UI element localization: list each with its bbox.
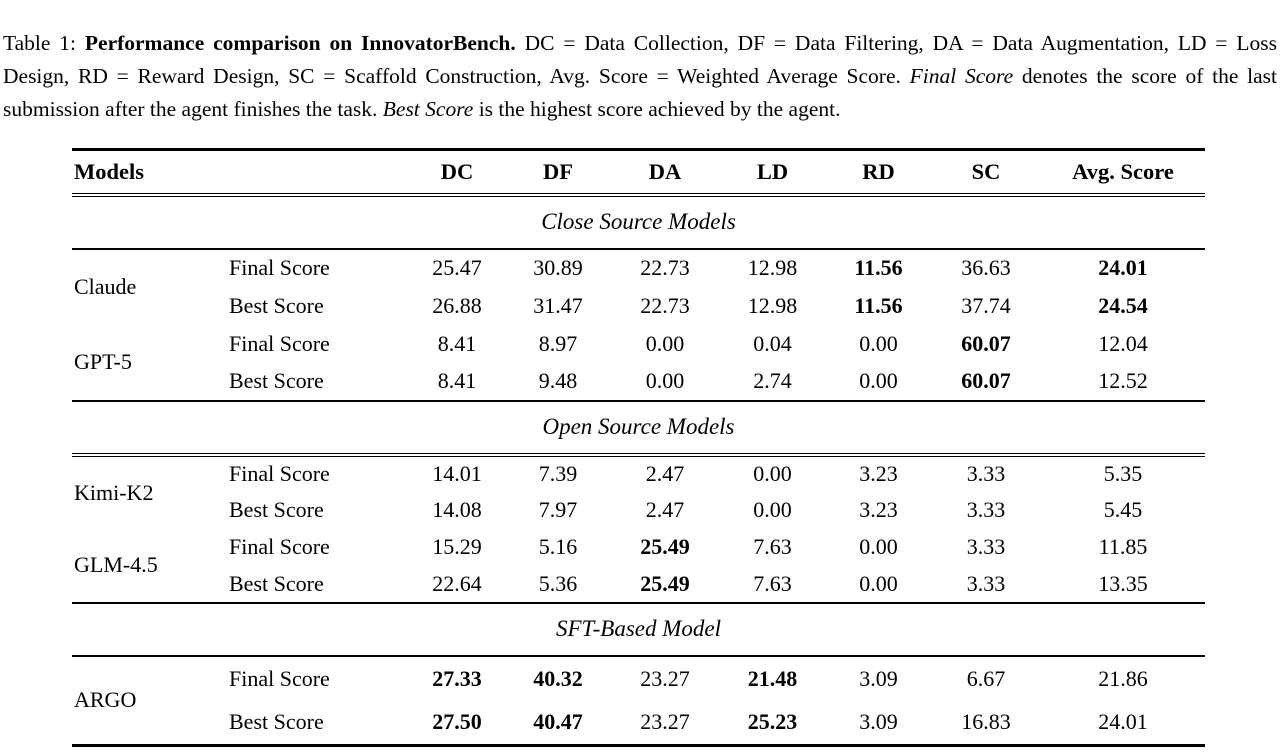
score-value: 22.64 (432, 570, 482, 596)
score-value: 9.48 (538, 368, 578, 393)
score-value: 6.67 (966, 665, 1006, 691)
model-name: ARGO (74, 687, 137, 713)
table-row (72, 249, 1205, 287)
score-value: 11.56 (854, 255, 903, 280)
score-value: 24.54 (1098, 292, 1148, 318)
score-value: 0.00 (859, 368, 898, 393)
table-body (72, 195, 1205, 746)
section-row (72, 195, 1205, 249)
score-value: 0.00 (645, 330, 685, 356)
column-header-avg-score: Avg. Score (1041, 150, 1205, 195)
score-value: 2.47 (645, 497, 685, 522)
score-value: 3.23 (859, 461, 898, 486)
score-value: 13.35 (1098, 570, 1148, 596)
score-value: 5.45 (1103, 497, 1143, 522)
score-value: 24.01 (1098, 709, 1148, 735)
score-value: 7.97 (538, 497, 578, 522)
score-value: 14.01 (432, 461, 482, 486)
score-value: 21.48 (747, 665, 798, 691)
score-value: 8.41 (437, 330, 477, 356)
score-value: 31.47 (533, 292, 583, 318)
table-row (72, 701, 1205, 746)
model-name: GLM-4.5 (74, 552, 158, 577)
caption-abbreviations: DC = Data Collection, DF = Data Filtering, DA = Data Augmentation, LD = Loss Design, RD = Reward Design, SC = Scaffold Construction, Avg. Score = Weighted Average Score. (3, 30, 1277, 88)
score-value: 0.00 (859, 570, 898, 596)
column-header-df: DF (505, 150, 611, 195)
table-row (72, 566, 1205, 603)
score-value: 11.85 (1098, 534, 1148, 559)
empty-header-cell (227, 150, 409, 195)
score-value: 7.63 (753, 570, 792, 596)
score-value: 8.41 (437, 368, 477, 393)
column-header-da: DA (611, 150, 719, 195)
score-value: 3.33 (966, 497, 1006, 522)
score-type-label: Best Score (229, 570, 324, 596)
score-type-label: Best Score (229, 497, 324, 522)
score-value: 0.00 (753, 461, 792, 486)
score-type-label: Best Score (229, 709, 324, 735)
score-value: 25.49 (640, 534, 690, 559)
score-value: 7.63 (753, 534, 792, 559)
caption-best-score-term: Best Score (382, 96, 474, 121)
table-row (72, 363, 1205, 401)
column-header-rd: RD (826, 150, 931, 195)
score-value: 12.04 (1098, 330, 1148, 356)
section-title: SFT-Based Model (72, 603, 1205, 656)
score-value: 8.97 (538, 330, 578, 356)
score-value: 0.00 (645, 368, 685, 393)
performance-table (72, 148, 1205, 747)
score-value: 0.00 (859, 534, 898, 559)
score-value: 2.47 (645, 461, 685, 486)
score-value: 0.00 (753, 497, 792, 522)
score-value: 25.23 (747, 709, 798, 735)
section-row (72, 401, 1205, 455)
score-value: 37.74 (961, 292, 1011, 318)
score-value: 3.09 (859, 665, 898, 691)
score-value: 27.33 (432, 665, 482, 691)
score-type-label: Final Score (229, 665, 330, 691)
table-row (72, 656, 1205, 701)
caption-title: Performance comparison on InnovatorBench. (84, 30, 516, 55)
score-value: 40.32 (533, 665, 583, 691)
model-name: Kimi-K2 (74, 479, 154, 505)
score-value: 22.73 (640, 255, 690, 280)
caption-final-score-text: denotes the score of the last submission after the agent finishes the task. (3, 63, 1277, 121)
score-value: 25.47 (432, 255, 482, 280)
caption-final-score-term: Final Score (909, 63, 1014, 88)
score-value: 2.74 (753, 368, 792, 393)
score-type-label: Final Score (229, 461, 330, 486)
column-header-models: Models (72, 150, 227, 195)
score-type-label: Final Score (229, 255, 330, 280)
score-value: 36.63 (961, 255, 1011, 280)
score-value: 3.09 (859, 709, 898, 735)
score-value: 24.01 (1098, 255, 1148, 280)
caption-label: Table 1: (3, 30, 85, 55)
table-row (72, 529, 1205, 566)
score-value: 3.33 (966, 534, 1006, 559)
score-value: 23.27 (640, 665, 690, 691)
score-value: 11.56 (854, 292, 903, 318)
column-header-sc: SC (931, 150, 1041, 195)
score-value: 3.23 (859, 497, 898, 522)
score-value: 12.98 (747, 255, 798, 280)
score-value: 25.49 (640, 570, 690, 596)
model-name: GPT-5 (74, 349, 132, 374)
caption-best-score-text: is the highest score achieved by the agent. (473, 96, 841, 121)
table-row (72, 455, 1205, 492)
score-value: 30.89 (533, 255, 583, 280)
section-title: Open Source Models (72, 401, 1205, 455)
score-value: 15.29 (432, 534, 482, 559)
score-type-label: Best Score (229, 292, 324, 318)
score-value: 0.04 (753, 330, 792, 356)
score-value: 60.07 (961, 368, 1011, 393)
score-value: 23.27 (640, 709, 690, 735)
score-value: 5.35 (1103, 461, 1143, 486)
section-row (72, 603, 1205, 656)
score-value: 3.33 (966, 461, 1006, 486)
score-value: 0.00 (859, 330, 898, 356)
score-value: 60.07 (961, 330, 1011, 356)
score-value: 22.73 (640, 292, 690, 318)
score-type-label: Final Score (229, 330, 330, 356)
score-value: 12.52 (1098, 368, 1148, 393)
score-value: 14.08 (432, 497, 482, 522)
score-type-label: Final Score (229, 534, 330, 559)
score-value: 27.50 (432, 709, 482, 735)
score-value: 12.98 (747, 292, 798, 318)
header-row (72, 150, 1205, 195)
model-name: Claude (74, 274, 137, 299)
score-value: 5.16 (538, 534, 578, 559)
column-header-ld: LD (719, 150, 826, 195)
score-value: 16.83 (961, 709, 1011, 735)
section-title: Close Source Models (72, 195, 1205, 249)
table-row (72, 287, 1205, 325)
table-caption (3, 27, 1277, 126)
score-value: 5.36 (538, 570, 578, 596)
score-value: 7.39 (538, 461, 578, 486)
score-value: 26.88 (432, 292, 482, 318)
column-header-dc: DC (409, 150, 505, 195)
score-value: 3.33 (966, 570, 1006, 596)
table-row (72, 492, 1205, 529)
table-row (72, 325, 1205, 363)
score-value: 40.47 (533, 709, 583, 735)
score-value: 21.86 (1098, 665, 1148, 691)
score-type-label: Best Score (229, 368, 324, 393)
